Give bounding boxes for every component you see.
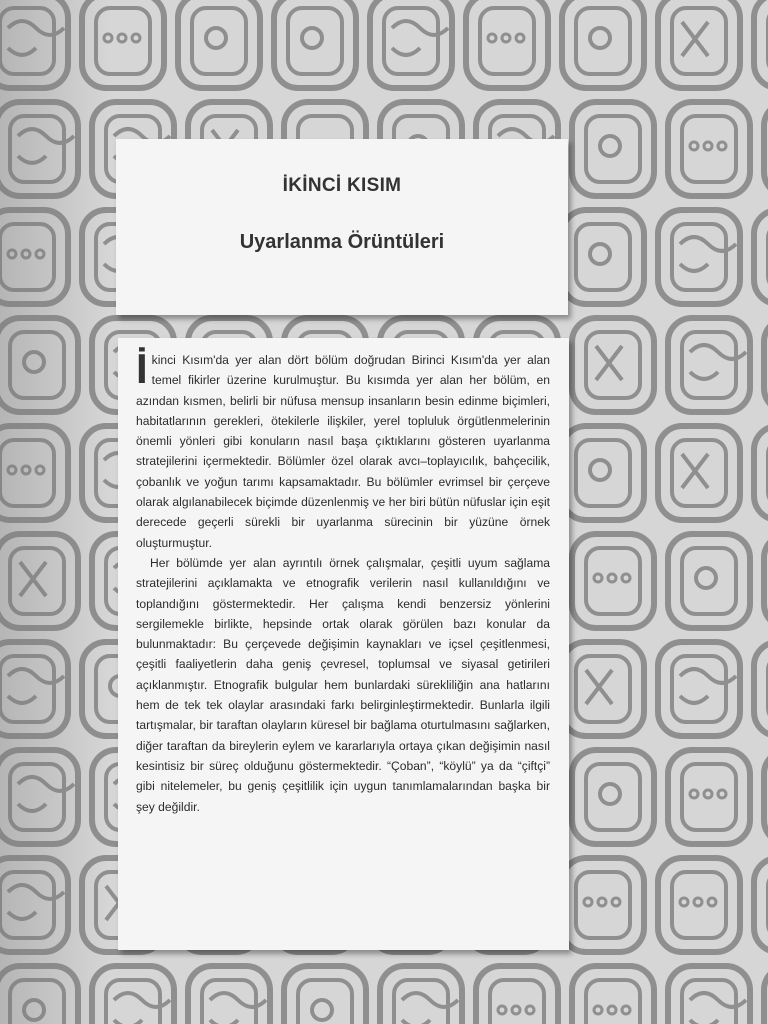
glyph-stroke — [192, 8, 246, 74]
glyph-stroke — [502, 34, 510, 42]
part-subtitle: Uyarlanma Örüntüleri — [239, 231, 445, 253]
title-box — [116, 139, 568, 315]
glyph-stroke — [694, 898, 702, 906]
glyph-stroke — [590, 28, 610, 48]
glyph-stroke — [594, 1006, 602, 1014]
glyph-stroke — [704, 142, 712, 150]
glyph-stroke — [576, 8, 630, 74]
glyph-stroke — [622, 1006, 630, 1014]
drop-cap: İ — [136, 345, 148, 392]
glyph-stroke — [576, 440, 630, 506]
glyph-stroke — [312, 1000, 332, 1020]
glyph-stroke — [754, 858, 768, 952]
glyph-stroke — [754, 210, 768, 304]
glyph-stroke — [764, 534, 768, 628]
glyph-stroke — [690, 372, 718, 379]
glyph-stroke — [696, 568, 716, 588]
glyph-stroke — [708, 898, 716, 906]
glyph-stroke — [682, 980, 736, 1024]
glyph-stroke — [598, 898, 606, 906]
paragraph-1-text: kinci Kısım'da yer alan dört bölüm doğrudan Birinci Kısım'da yer alan temel fikirler üzerine kurulmuştur. Bu kısımda yer alan her bölüm, en azından kısmen, belirli bir nüfusa mensup insanların besin edinme biçimleri, habitatlarının gerekleri, ötekilerle ilişkiler, yerel topluluk örgütlenmelerinin önemli yönleri gibi konuların nasıl başa çıktıklarını gösteren uyarlanma stratejilerini içermektedir. Bölümler özel olarak avcı–toplayıcılık, bahçecilik, çobanlık ve yoğun tarımı kapsamaktadır. Bu bölümler evrimsel bir çerçeve olarak algılanabilecek biçimde düzenlenmiş ve her biri bütün nüfuslar için eşit derecede geçerli sürekli bir uyarlanma sürecinin bir yüzüne örnek oluşturmuştur. — [136, 353, 550, 550]
paragraph-2: Her bölümde yer alan ayrıntılı örnek çalışmalar, çeşitli uyum sağlama stratejilerini açıklamakta ve etnografik verilerin nasıl kullanıldığını ve toplandığını göstermektedir. Her çalışma kendi benzersiz yönlerini sergilemekle birlikte, hepsinde ortak olarak görülen bazı konular da bulunmaktadır: Bu çerçevede değişimin kaynakları ve içsel çeşitlenmesi, çeşitli faaliyetlerin daha geniş çevresel, toplumsal ve siyasal getirileri açıklanmıştır. Etnografik bulgular hem bunlardaki sürekliliğin ana hatlarını hem de tek tek olaylar arasındaki farkı belirginleştirmektedir. Bunlarla ilgili tartışmalar, bir taraftan olayların küresel bir bağlama oturtulmasını sağlarken, diğer taraftan da bireylerin eylem ve kararlarıyla ortaya çıkan değişimin nasıl kesintisiz bir süreç olduğunu göstermektedir. “Çoban”, “köylü” ya da “çiftçi” gibi nitelemeler, bu geniş çeşitlilik için uygun tanımlamalarından başka bir şey değildir. — [136, 555, 550, 814]
glyph-stroke — [680, 696, 708, 703]
glyph-stroke — [206, 28, 226, 48]
glyph-stroke — [690, 142, 698, 150]
glyph-stroke — [718, 142, 726, 150]
glyph-stroke — [690, 1020, 718, 1024]
glyph-stroke — [704, 790, 712, 798]
glyph-stroke — [106, 980, 160, 1024]
glyph-stroke — [114, 1020, 142, 1024]
glyph-stroke — [682, 548, 736, 614]
glyph-stroke — [754, 426, 768, 520]
glyph-stroke — [512, 1006, 520, 1014]
glyph-stroke — [202, 980, 256, 1024]
glyph-stroke — [132, 34, 140, 42]
text-box — [118, 338, 569, 950]
glyph-stroke — [590, 244, 610, 264]
glyph-stroke — [600, 136, 620, 156]
glyph-stroke — [584, 898, 592, 906]
glyph-stroke — [590, 460, 610, 480]
glyph-stroke — [608, 1006, 616, 1014]
page-edge-shadow — [0, 0, 110, 1024]
glyph-stroke — [384, 8, 438, 74]
body-text — [136, 345, 550, 817]
glyph-stroke — [680, 264, 708, 271]
glyph-stroke — [576, 224, 630, 290]
glyph-stroke — [210, 1020, 238, 1024]
glyph-stroke — [302, 28, 322, 48]
glyph-stroke — [718, 790, 726, 798]
glyph-stroke — [622, 574, 630, 582]
glyph-stroke — [498, 1006, 506, 1014]
glyph-stroke — [608, 574, 616, 582]
glyph-stroke — [118, 34, 126, 42]
glyph-stroke — [516, 34, 524, 42]
glyph-stroke — [490, 980, 544, 1024]
glyph-stroke — [586, 764, 640, 830]
glyph-stroke — [764, 966, 768, 1024]
glyph-stroke — [488, 34, 496, 42]
part-title: İKİNCİ KISIM — [282, 175, 402, 196]
glyph-stroke — [680, 898, 688, 906]
paragraph-1 — [136, 345, 550, 553]
glyph-stroke — [586, 116, 640, 182]
glyph-stroke — [764, 750, 768, 844]
glyph-stroke — [690, 790, 698, 798]
glyph-stroke — [612, 898, 620, 906]
glyph-stroke — [764, 318, 768, 412]
glyph-stroke — [754, 0, 768, 88]
glyph-stroke — [682, 332, 736, 398]
glyph-stroke — [526, 1006, 534, 1014]
glyph-stroke — [392, 48, 420, 55]
glyph-stroke — [394, 980, 448, 1024]
glyph-stroke — [402, 1020, 430, 1024]
glyph-stroke — [586, 980, 640, 1024]
glyph-stroke — [672, 656, 726, 722]
glyph-stroke — [764, 102, 768, 196]
glyph-stroke — [754, 642, 768, 736]
glyph-stroke — [594, 574, 602, 582]
glyph-stroke — [600, 784, 620, 804]
glyph-stroke — [672, 224, 726, 290]
glyph-stroke — [288, 8, 342, 74]
